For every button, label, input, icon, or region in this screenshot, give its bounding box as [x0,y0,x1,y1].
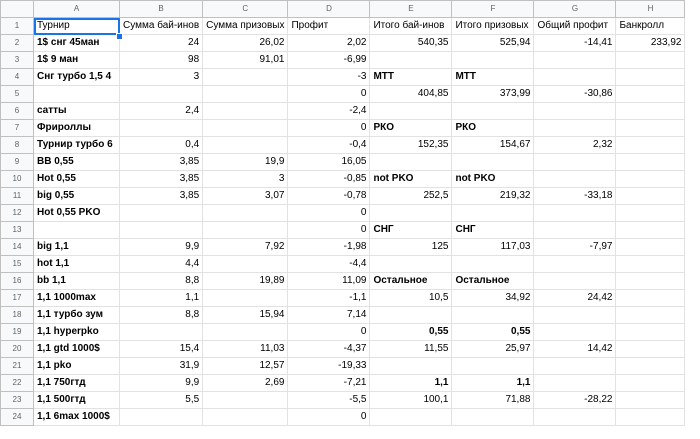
cell-a18[interactable]: 1,1 турбо зум [34,307,120,324]
cell-b12[interactable] [120,205,203,222]
cell-f21[interactable] [452,358,534,375]
cell-e10[interactable]: not PKO [370,171,452,188]
cell-f22[interactable]: 1,1 [452,375,534,392]
cell-a11[interactable]: big 0,55 [34,188,120,205]
sheet-row [1,375,685,392]
cell-a21[interactable]: 1,1 pko [34,358,120,375]
cell-c8[interactable] [203,137,288,154]
cell-a5[interactable] [34,86,120,103]
cell-f2[interactable]: 525,94 [452,35,534,52]
cell-e17[interactable]: 10,5 [370,290,452,307]
cell-f20[interactable]: 25,97 [452,341,534,358]
row-header[interactable]: 18 [1,307,34,324]
cell-c4[interactable] [203,69,288,86]
cell-c24[interactable] [203,409,288,426]
cell-b5[interactable] [120,86,203,103]
cell-f15[interactable] [452,256,534,273]
cell-f14[interactable]: 117,03 [452,239,534,256]
sheet-row [1,273,685,290]
sheet-row [1,324,685,341]
sheet-row [1,222,685,239]
sheet-row [1,18,685,35]
cell-b2[interactable]: 24 [120,35,203,52]
cell-c21[interactable]: 12,57 [203,358,288,375]
sheet-row [1,358,685,375]
row-header[interactable]: 8 [1,137,34,154]
cell-c10[interactable]: 3 [203,171,288,188]
cell-h16[interactable] [616,273,685,290]
cell-b14[interactable]: 9,9 [120,239,203,256]
cell-c13[interactable] [203,222,288,239]
cell-h24[interactable] [616,409,685,426]
cell-e3[interactable] [370,52,452,69]
cell-e11[interactable]: 252,5 [370,188,452,205]
cell-h21[interactable] [616,358,685,375]
cell-b23[interactable]: 5,5 [120,392,203,409]
cell-d4[interactable]: -3 [288,69,370,86]
cell-g18[interactable] [534,307,616,324]
cell-c9[interactable]: 19,9 [203,154,288,171]
cell-a19[interactable]: 1,1 hyperpko [34,324,120,341]
cell-d14[interactable]: -1,98 [288,239,370,256]
column-header-c[interactable]: C [203,1,288,18]
cell-f1[interactable]: Итого призовых [452,18,534,35]
column-header-h[interactable]: H [616,1,685,18]
cell-e9[interactable] [370,154,452,171]
row-header[interactable]: 6 [1,103,34,120]
cell-b8[interactable]: 0,4 [120,137,203,154]
cell-d15[interactable]: -4,4 [288,256,370,273]
row-header[interactable]: 16 [1,273,34,290]
sheet-row [1,69,685,86]
cell-d7[interactable]: 0 [288,120,370,137]
row-header[interactable]: 9 [1,154,34,171]
cell-h1[interactable]: Банкролл [616,18,685,35]
cell-d13[interactable]: 0 [288,222,370,239]
cell-c14[interactable]: 7,92 [203,239,288,256]
sheet-row [1,392,685,409]
sheet-row [1,103,685,120]
row-header[interactable]: 23 [1,392,34,409]
cell-a8[interactable]: Турнир турбо 6 [34,137,120,154]
cell-d11[interactable]: -0,78 [288,188,370,205]
column-header-f[interactable]: F [452,1,534,18]
cell-a10[interactable]: Hot 0,55 [34,171,120,188]
sheet-row [1,290,685,307]
cell-f3[interactable] [452,52,534,69]
cell-h12[interactable] [616,205,685,222]
cell-e20[interactable]: 11,55 [370,341,452,358]
cell-g9[interactable] [534,154,616,171]
cell-f23[interactable]: 71,88 [452,392,534,409]
cell-h15[interactable] [616,256,685,273]
cell-f19[interactable]: 0,55 [452,324,534,341]
cell-h2[interactable]: 233,92 [616,35,685,52]
cell-e23[interactable]: 100,1 [370,392,452,409]
cell-h13[interactable] [616,222,685,239]
sheet-row [1,239,685,256]
cell-d22[interactable]: -7,21 [288,375,370,392]
sheet-row [1,86,685,103]
row-header[interactable]: 3 [1,52,34,69]
row-header[interactable]: 13 [1,222,34,239]
cell-a6[interactable]: сатты [34,103,120,120]
column-header-e[interactable]: E [370,1,452,18]
sheet-row [1,307,685,324]
row-header[interactable]: 7 [1,120,34,137]
sheet-row [1,120,685,137]
column-header-b[interactable]: B [120,1,203,18]
cell-a20[interactable]: 1,1 gtd 1000$ [34,341,120,358]
cell-e22[interactable]: 1,1 [370,375,452,392]
cell-b10[interactable]: 3,85 [120,171,203,188]
cell-g15[interactable] [534,256,616,273]
cell-a17[interactable]: 1,1 1000max [34,290,120,307]
cell-c7[interactable] [203,120,288,137]
row-header[interactable]: 4 [1,69,34,86]
row-header[interactable]: 15 [1,256,34,273]
cell-h18[interactable] [616,307,685,324]
sheet-row [1,409,685,426]
cell-d17[interactable]: -1,1 [288,290,370,307]
cell-c15[interactable] [203,256,288,273]
cell-a12[interactable]: Hot 0,55 PKO [34,205,120,222]
cell-g3[interactable] [534,52,616,69]
cell-g2[interactable]: -14,41 [534,35,616,52]
cell-e15[interactable] [370,256,452,273]
cell-f10[interactable]: not PKO [452,171,534,188]
cell-c3[interactable]: 91,01 [203,52,288,69]
cell-d8[interactable]: -0,4 [288,137,370,154]
selection-fill-handle[interactable] [116,33,123,40]
row-header[interactable]: 24 [1,409,34,426]
cell-g13[interactable] [534,222,616,239]
cell-b16[interactable]: 8,8 [120,273,203,290]
cell-e19[interactable]: 0,55 [370,324,452,341]
cell-g12[interactable] [534,205,616,222]
cell-h22[interactable] [616,375,685,392]
cell-b22[interactable]: 9,9 [120,375,203,392]
cell-h14[interactable] [616,239,685,256]
cell-d19[interactable]: 0 [288,324,370,341]
cell-d21[interactable]: -19,33 [288,358,370,375]
cell-f7[interactable]: РКО [452,120,534,137]
cell-g19[interactable] [534,324,616,341]
cell-b7[interactable] [120,120,203,137]
cell-a7[interactable]: Фрироллы [34,120,120,137]
cell-c16[interactable]: 19,89 [203,273,288,290]
column-header-g[interactable]: G [534,1,616,18]
cell-a2[interactable]: 1$ снг 45ман [34,35,120,52]
cell-b3[interactable]: 98 [120,52,203,69]
cell-b13[interactable] [120,222,203,239]
cell-h23[interactable] [616,392,685,409]
cell-c19[interactable] [203,324,288,341]
cell-b17[interactable]: 1,1 [120,290,203,307]
cell-d24[interactable]: 0 [288,409,370,426]
cell-e4[interactable]: МТТ [370,69,452,86]
cell-a1[interactable]: Турнир [34,18,120,35]
cell-h5[interactable] [616,86,685,103]
cell-e18[interactable] [370,307,452,324]
cell-a16[interactable]: bb 1,1 [34,273,120,290]
cell-c6[interactable] [203,103,288,120]
cell-g23[interactable]: -28,22 [534,392,616,409]
cell-g6[interactable] [534,103,616,120]
cell-d23[interactable]: -5,5 [288,392,370,409]
cell-g17[interactable]: 24,42 [534,290,616,307]
cell-f24[interactable] [452,409,534,426]
cell-f13[interactable]: СНГ [452,222,534,239]
cell-b9[interactable]: 3,85 [120,154,203,171]
cell-a14[interactable]: big 1,1 [34,239,120,256]
cell-b15[interactable]: 4,4 [120,256,203,273]
cell-b6[interactable]: 2,4 [120,103,203,120]
cell-e12[interactable] [370,205,452,222]
row-header[interactable]: 2 [1,35,34,52]
cell-e2[interactable]: 540,35 [370,35,452,52]
cell-b20[interactable]: 15,4 [120,341,203,358]
cell-f18[interactable] [452,307,534,324]
cell-h19[interactable] [616,324,685,341]
cell-a24[interactable]: 1,1 6max 1000$ [34,409,120,426]
cell-h10[interactable] [616,171,685,188]
cell-a23[interactable]: 1,1 500гтд [34,392,120,409]
cell-a3[interactable]: 1$ 9 ман [34,52,120,69]
cell-e14[interactable]: 125 [370,239,452,256]
row-header[interactable]: 12 [1,205,34,222]
cell-d20[interactable]: -4,37 [288,341,370,358]
cell-f17[interactable]: 34,92 [452,290,534,307]
row-header[interactable]: 14 [1,239,34,256]
cell-g7[interactable] [534,120,616,137]
cell-h4[interactable] [616,69,685,86]
sheet-row [1,154,685,171]
cell-g4[interactable] [534,69,616,86]
cell-b19[interactable] [120,324,203,341]
cell-b11[interactable]: 3,85 [120,188,203,205]
cell-g21[interactable] [534,358,616,375]
cell-a15[interactable]: hot 1,1 [34,256,120,273]
cell-b18[interactable]: 8,8 [120,307,203,324]
row-header[interactable]: 19 [1,324,34,341]
cell-c12[interactable] [203,205,288,222]
cell-h11[interactable] [616,188,685,205]
cell-f16[interactable]: Остальное [452,273,534,290]
cell-h9[interactable] [616,154,685,171]
cell-g24[interactable] [534,409,616,426]
cell-e13[interactable]: СНГ [370,222,452,239]
select-all-corner[interactable] [1,1,34,18]
cell-c5[interactable] [203,86,288,103]
cell-g11[interactable]: -33,18 [534,188,616,205]
cell-e8[interactable]: 152,35 [370,137,452,154]
sheet-row [1,256,685,273]
cell-h6[interactable] [616,103,685,120]
cell-c1[interactable]: Сумма призовых [203,18,288,35]
cell-g14[interactable]: -7,97 [534,239,616,256]
cell-d10[interactable]: -0,85 [288,171,370,188]
cell-f5[interactable]: 373,99 [452,86,534,103]
cell-d6[interactable]: -2,4 [288,103,370,120]
cell-e6[interactable] [370,103,452,120]
cell-c20[interactable]: 11,03 [203,341,288,358]
cell-c2[interactable]: 26,02 [203,35,288,52]
cell-f9[interactable] [452,154,534,171]
cell-c17[interactable] [203,290,288,307]
cell-g20[interactable]: 14,42 [534,341,616,358]
cell-f11[interactable]: 219,32 [452,188,534,205]
cell-f4[interactable]: МТТ [452,69,534,86]
cell-h20[interactable] [616,341,685,358]
sheet-row [1,188,685,205]
cell-a9[interactable]: BB 0,55 [34,154,120,171]
cell-e16[interactable]: Остальное [370,273,452,290]
cell-h3[interactable] [616,52,685,69]
row-header[interactable]: 11 [1,188,34,205]
cell-a13[interactable] [34,222,120,239]
cell-h7[interactable] [616,120,685,137]
cell-d12[interactable]: 0 [288,205,370,222]
sheet-row [1,137,685,154]
cell-g1[interactable]: Общий профит [534,18,616,35]
cell-d3[interactable]: -6,99 [288,52,370,69]
row-header[interactable]: 20 [1,341,34,358]
sheet-row [1,52,685,69]
cell-a4[interactable]: Снг турбо 1,5 4 [34,69,120,86]
cell-c18[interactable]: 15,94 [203,307,288,324]
sheet-row [1,205,685,222]
cell-d9[interactable]: 16,05 [288,154,370,171]
column-header-d[interactable]: D [288,1,370,18]
cell-f12[interactable] [452,205,534,222]
column-header-row [1,1,685,18]
row-header[interactable]: 17 [1,290,34,307]
cell-c23[interactable] [203,392,288,409]
cell-d18[interactable]: 7,14 [288,307,370,324]
cell-e1[interactable]: Итого бай-инов [370,18,452,35]
cell-e7[interactable]: РКО [370,120,452,137]
cell-e5[interactable]: 404,85 [370,86,452,103]
sheet-row [1,35,685,52]
column-header-a[interactable]: A [34,1,120,18]
cell-b24[interactable] [120,409,203,426]
cell-g8[interactable]: 2,32 [534,137,616,154]
cell-e24[interactable] [370,409,452,426]
cell-g16[interactable] [534,273,616,290]
cell-g5[interactable]: -30,86 [534,86,616,103]
row-header[interactable]: 21 [1,358,34,375]
row-header[interactable]: 5 [1,86,34,103]
cell-b21[interactable]: 31,9 [120,358,203,375]
cell-f8[interactable]: 154,67 [452,137,534,154]
cell-f6[interactable] [452,103,534,120]
cell-c22[interactable]: 2,69 [203,375,288,392]
row-header[interactable]: 22 [1,375,34,392]
row-header[interactable]: 1 [1,18,34,35]
cell-d2[interactable]: 2,02 [288,35,370,52]
cell-d1[interactable]: Профит [288,18,370,35]
cell-c11[interactable]: 3,07 [203,188,288,205]
cell-d5[interactable]: 0 [288,86,370,103]
row-header[interactable]: 10 [1,171,34,188]
cell-h8[interactable] [616,137,685,154]
cell-a22[interactable]: 1,1 750гтд [34,375,120,392]
cell-g10[interactable] [534,171,616,188]
cell-h17[interactable] [616,290,685,307]
cell-d16[interactable]: 11,09 [288,273,370,290]
cell-b4[interactable]: 3 [120,69,203,86]
cell-g22[interactable] [534,375,616,392]
sheet-row [1,171,685,188]
sheet-row [1,341,685,358]
cell-e21[interactable] [370,358,452,375]
cell-b1[interactable]: Сумма бай-инов [120,18,203,35]
